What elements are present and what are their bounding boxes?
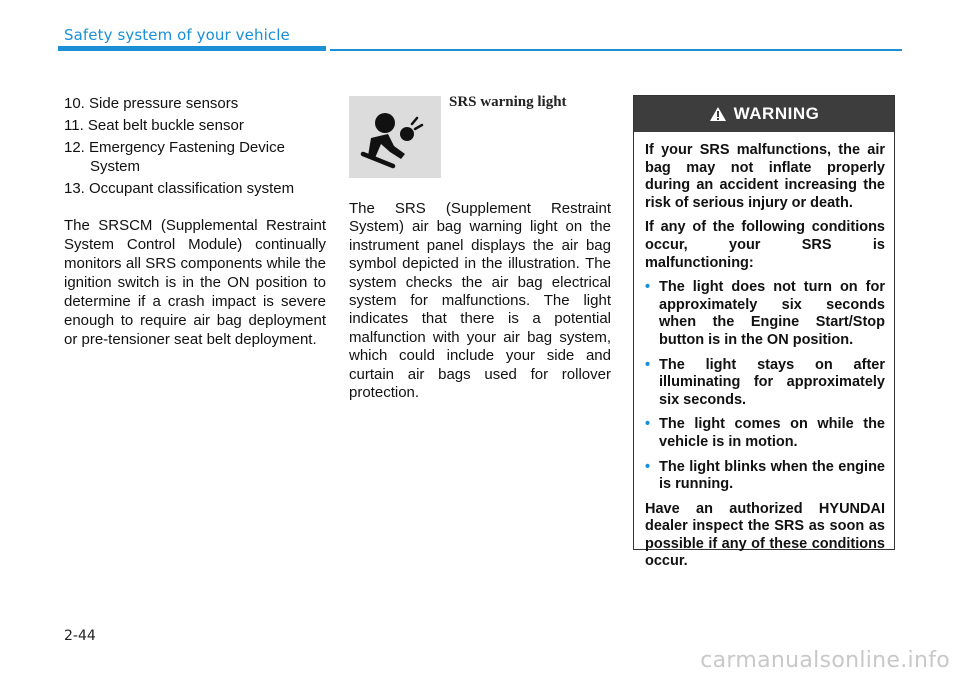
warning-intro: If your SRS malfunctions, the air bag may not inflate properly during an accident increasing the risk of serious injury or death. [645,142,885,211]
bullet-dot: • [645,356,651,373]
left-column [64,94,326,349]
list-item: 13. Occupant classification system [64,180,295,197]
warning-header [634,96,894,132]
airbag-warning-icon [349,96,441,178]
warning-body [634,132,894,571]
srs-paragraph: The SRS (Supplement Restraint System) air bag warning light on the instrument panel displays the air bag symbol depicted in the illustration. The system checks the air bag electrical system for malfunctions. The light indicates that there is a potential malfunction with your air bag system, which could include your side and curtain air bags used for rollover protection. [349,200,611,402]
warning-bullet: • The light blinks when the engine is running. [645,458,885,493]
warning-triangle-icon [709,106,727,122]
srs-warning-light-heading: SRS warning light [449,94,567,110]
srs-light-illustration [349,96,441,178]
warning-box [633,95,895,570]
header-divider-thin [330,49,902,51]
bullet-dot: • [645,458,651,475]
warning-bullet: • The light comes on while the vehicle is in motion. [645,416,885,450]
list-item: 11. Seat belt buckle sensor [64,117,244,134]
bullet-dot: • [645,279,651,296]
warning-bullet: • The light does not turn on for approximately six seconds when the Engine Start/Stop button is in the ON position. [645,279,885,348]
srscm-paragraph: The SRSCM (Supplemental Restraint System Control Module) continually monitors all SRS components while the ignition switch is in the ON position to determine if a crash impact is severe enough to require air bag deployment or pre-tensioner seat belt deployment. [64,217,326,348]
list-item: 10. Side pressure sensors [64,95,239,112]
watermark: carmanualsonline.info [700,648,950,673]
list-item: 12. Emergency Fastening Device System [64,139,285,175]
section-title: Safety system of your vehicle [64,26,290,44]
header-divider-thick [58,46,326,51]
warning-title: WARNING [733,104,820,123]
warning-bullet: • The light stays on after illuminating for approximately six seconds. [645,356,885,408]
page-number: 2-44 [64,628,96,644]
bullet-dot: • [645,416,651,433]
warning-closing: Have an authorized HYUNDAI dealer inspect the SRS as soon as possible if any of these conditions occur. [645,500,885,570]
warning-conditions-intro: If any of the following conditions occur, your SRS is malfunctioning: [645,219,885,271]
